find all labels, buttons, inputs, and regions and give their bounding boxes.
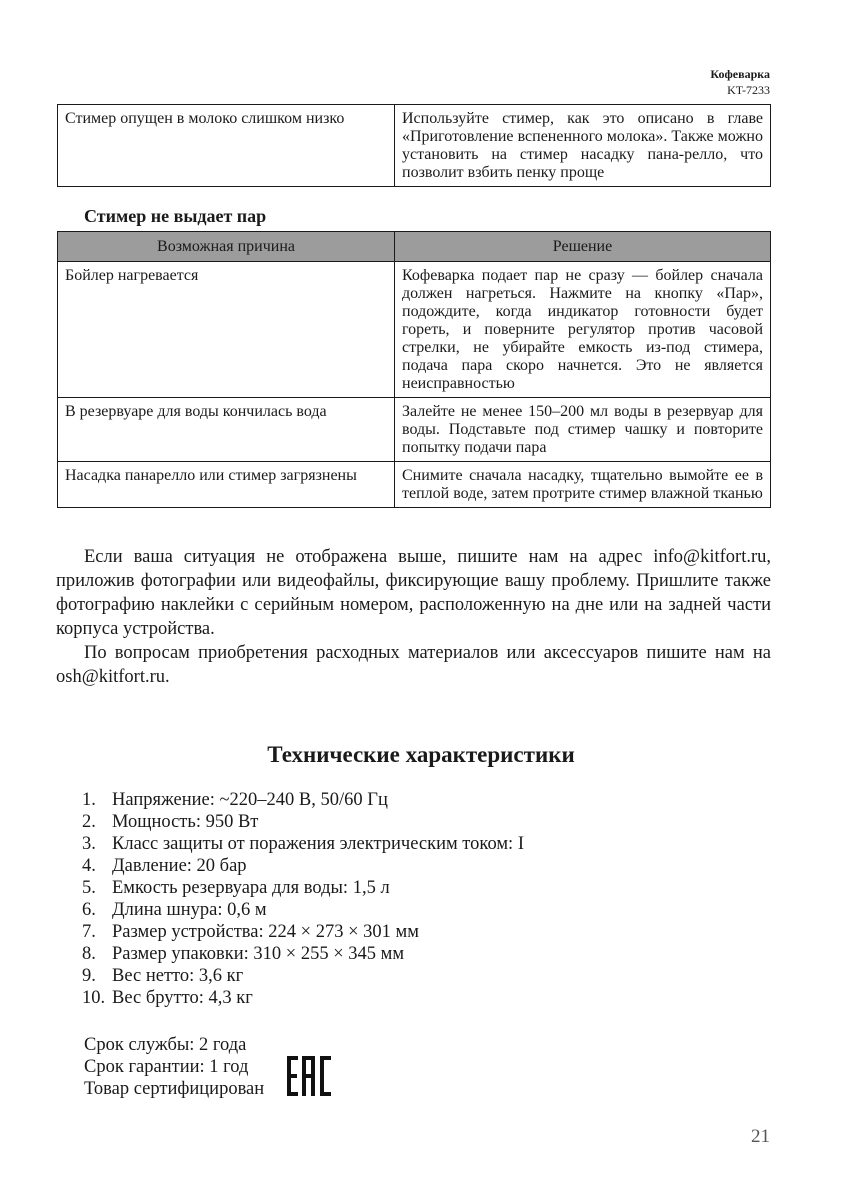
cause-cell: Стимер опущен в молоко слишком низко [58,105,395,187]
service-life: Срок службы: 2 года [84,1035,247,1055]
table-row [58,262,771,398]
table-row [58,462,771,508]
paragraph: По вопросам приобретения расходных материалов или аксессуаров пишите нам на osh@kitfort.ru. [56,643,771,687]
table-row [58,105,771,187]
page-header [710,66,770,98]
cause-cell: Бойлер нагревается [58,262,395,398]
troubleshooting-table-continued [57,104,771,187]
solution-cell: Залейте не менее 150–200 мл воды в резервуар для воды. Подставьте под стимер чашку и повторите попытку подачи пара [395,398,771,462]
list-item: 4. Давление: 20 бар [82,856,247,876]
list-item: 2. Мощность: 950 Вт [82,812,259,832]
list-item: 7. Размер устройства: 224 × 273 × 301 мм [82,922,419,942]
header-model: KT-7233 [727,83,770,97]
solution-cell: Используйте стимер, как это описано в главе «Приготовление вспененного молока». Также можно установить на стимер насадку пана-релло, что позволит взбить пенку проще [395,105,771,187]
list-item: 5. Емкость резервуара для воды: 1,5 л [82,878,390,898]
tech-specs-list [82,789,524,1009]
table-header-row [58,232,771,262]
warranty: Срок гарантии: 1 год [84,1057,249,1077]
solution-cell: Кофеварка подает пар не сразу — бойлер сначала должен нагреться. Нажмите на кнопку «Пар», подождите, когда индикатор готовности будет гореть, и поверните регулятор против часовой стрелки, не убирайте емкость из-под стимера, подача пара скоро начнется. Это не является неисправностью [395,262,771,398]
steamer-troubleshooting-table [57,231,771,508]
section-title: Стимер не выдает пар [84,206,267,226]
tech-specs-title: Технические характеристики [267,742,575,767]
eac-certification-mark-icon [287,1056,331,1096]
list-item: 9. Вес нетто: 3,6 кг [82,966,244,986]
solution-cell: Снимите сначала насадку, тщательно вымойте ее в теплой воде, затем протрите стимер влажной тканью [395,462,771,508]
cause-cell: В резервуаре для воды кончилась вода [58,398,395,462]
header-solution: Решение [395,232,771,262]
list-item: 10. Вес брутто: 4,3 кг [82,988,253,1008]
paragraph: Если ваша ситуация не отображена выше, пишите нам на адрес info@kitfort.ru, приложив фотографии или видеофайлы, фиксирующие вашу проблему. Пришлите также фотографию наклейки с серийным номером, расположенную на дне или на задней части корпуса устройства. [56,547,771,639]
cause-cell: Насадка панарелло или стимер загрязнены [58,462,395,508]
header-brand: Кофеварка [710,67,770,81]
list-item: 8. Размер упаковки: 310 × 255 × 345 мм [82,944,405,964]
service-info [84,1034,264,1100]
page-number: 21 [751,1126,770,1147]
certified-text: Товар сертифицирован [84,1079,265,1099]
header-cause: Возможная причина [58,232,395,262]
list-item: 6. Длина шнура: 0,6 м [82,900,267,920]
table-row [58,398,771,462]
list-item: 1. Напряжение: ~220–240 В, 50/60 Гц [82,790,388,810]
list-item: 3. Класс защиты от поражения электрическим током: I [82,834,524,854]
contact-paragraphs [56,545,771,689]
